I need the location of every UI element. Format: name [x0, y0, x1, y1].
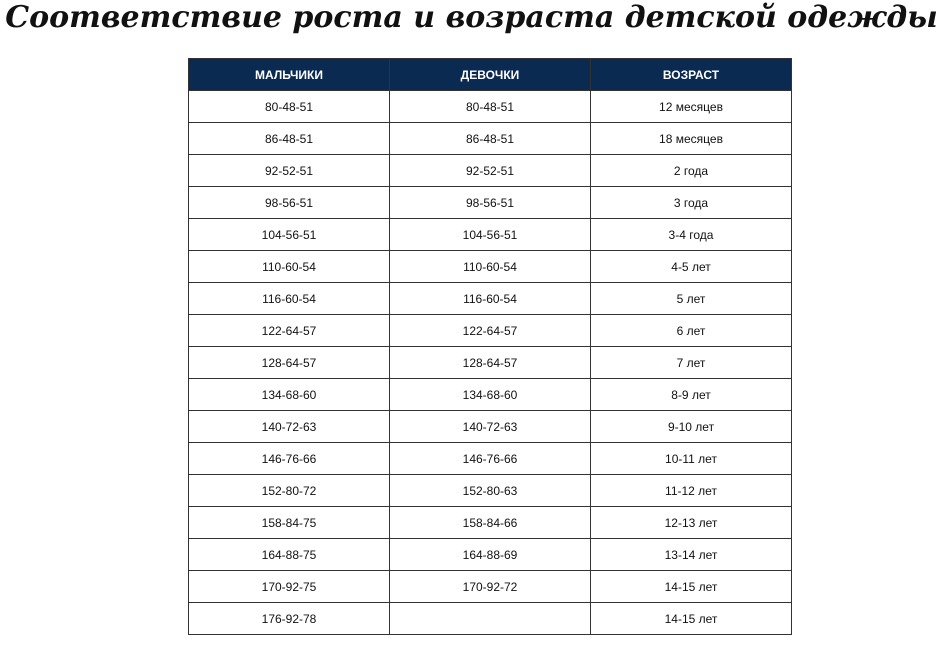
cell-girls: 86-48-51: [390, 123, 591, 155]
cell-boys: 92-52-51: [189, 155, 390, 187]
cell-age: 13-14 лет: [591, 539, 792, 571]
cell-girls: 152-80-63: [390, 475, 591, 507]
table-row: [189, 347, 792, 379]
cell-age: 7 лет: [591, 347, 792, 379]
cell-age: 2 года: [591, 155, 792, 187]
table-body: [189, 91, 792, 635]
cell-age: 11-12 лет: [591, 475, 792, 507]
cell-boys: 176-92-78: [189, 603, 390, 635]
cell-boys: 146-76-66: [189, 443, 390, 475]
table-row: [189, 475, 792, 507]
cell-girls: 104-56-51: [390, 219, 591, 251]
header-boys: МАЛЬЧИКИ: [189, 59, 390, 91]
cell-age: 12-13 лет: [591, 507, 792, 539]
cell-girls: 116-60-54: [390, 283, 591, 315]
table-row: [189, 123, 792, 155]
table-row: [189, 187, 792, 219]
table-row: [189, 507, 792, 539]
table-row: [189, 443, 792, 475]
cell-age: 9-10 лет: [591, 411, 792, 443]
cell-girls: 80-48-51: [390, 91, 591, 123]
cell-girls: 98-56-51: [390, 187, 591, 219]
cell-boys: 116-60-54: [189, 283, 390, 315]
cell-girls: 164-88-69: [390, 539, 591, 571]
cell-girls: 146-76-66: [390, 443, 591, 475]
table-row: [189, 91, 792, 123]
table-header: [189, 59, 792, 91]
header-girls: ДЕВОЧКИ: [390, 59, 591, 91]
table-row: [189, 251, 792, 283]
table-row: [189, 219, 792, 251]
cell-age: 3 года: [591, 187, 792, 219]
table-row: [189, 571, 792, 603]
page-title: Соответствие роста и возраста детской одежды: [5, 0, 938, 35]
cell-girls: 170-92-72: [390, 571, 591, 603]
cell-boys: 134-68-60: [189, 379, 390, 411]
table-row: [189, 283, 792, 315]
table-row: [189, 603, 792, 635]
cell-age: 5 лет: [591, 283, 792, 315]
cell-boys: 164-88-75: [189, 539, 390, 571]
cell-boys: 104-56-51: [189, 219, 390, 251]
table-row: [189, 411, 792, 443]
cell-boys: 158-84-75: [189, 507, 390, 539]
cell-boys: 170-92-75: [189, 571, 390, 603]
cell-age: 4-5 лет: [591, 251, 792, 283]
cell-age: 10-11 лет: [591, 443, 792, 475]
cell-age: 14-15 лет: [591, 603, 792, 635]
table-row: [189, 315, 792, 347]
header-age: ВОЗРАСТ: [591, 59, 792, 91]
cell-girls: 140-72-63: [390, 411, 591, 443]
cell-girls: 92-52-51: [390, 155, 591, 187]
cell-age: 3-4 года: [591, 219, 792, 251]
cell-girls: 158-84-66: [390, 507, 591, 539]
size-table: [188, 58, 792, 635]
table-row: [189, 379, 792, 411]
cell-boys: 128-64-57: [189, 347, 390, 379]
header-row: [189, 59, 792, 91]
cell-boys: 86-48-51: [189, 123, 390, 155]
cell-age: 18 месяцев: [591, 123, 792, 155]
cell-age: 14-15 лет: [591, 571, 792, 603]
cell-boys: 110-60-54: [189, 251, 390, 283]
cell-age: 6 лет: [591, 315, 792, 347]
cell-girls: 122-64-57: [390, 315, 591, 347]
cell-age: 8-9 лет: [591, 379, 792, 411]
table-row: [189, 155, 792, 187]
cell-boys: 152-80-72: [189, 475, 390, 507]
table-row: [189, 539, 792, 571]
cell-girls: 128-64-57: [390, 347, 591, 379]
cell-age: 12 месяцев: [591, 91, 792, 123]
cell-boys: 140-72-63: [189, 411, 390, 443]
cell-boys: 80-48-51: [189, 91, 390, 123]
cell-girls: 134-68-60: [390, 379, 591, 411]
cell-girls: [390, 603, 591, 635]
cell-boys: 98-56-51: [189, 187, 390, 219]
cell-girls: 110-60-54: [390, 251, 591, 283]
cell-boys: 122-64-57: [189, 315, 390, 347]
